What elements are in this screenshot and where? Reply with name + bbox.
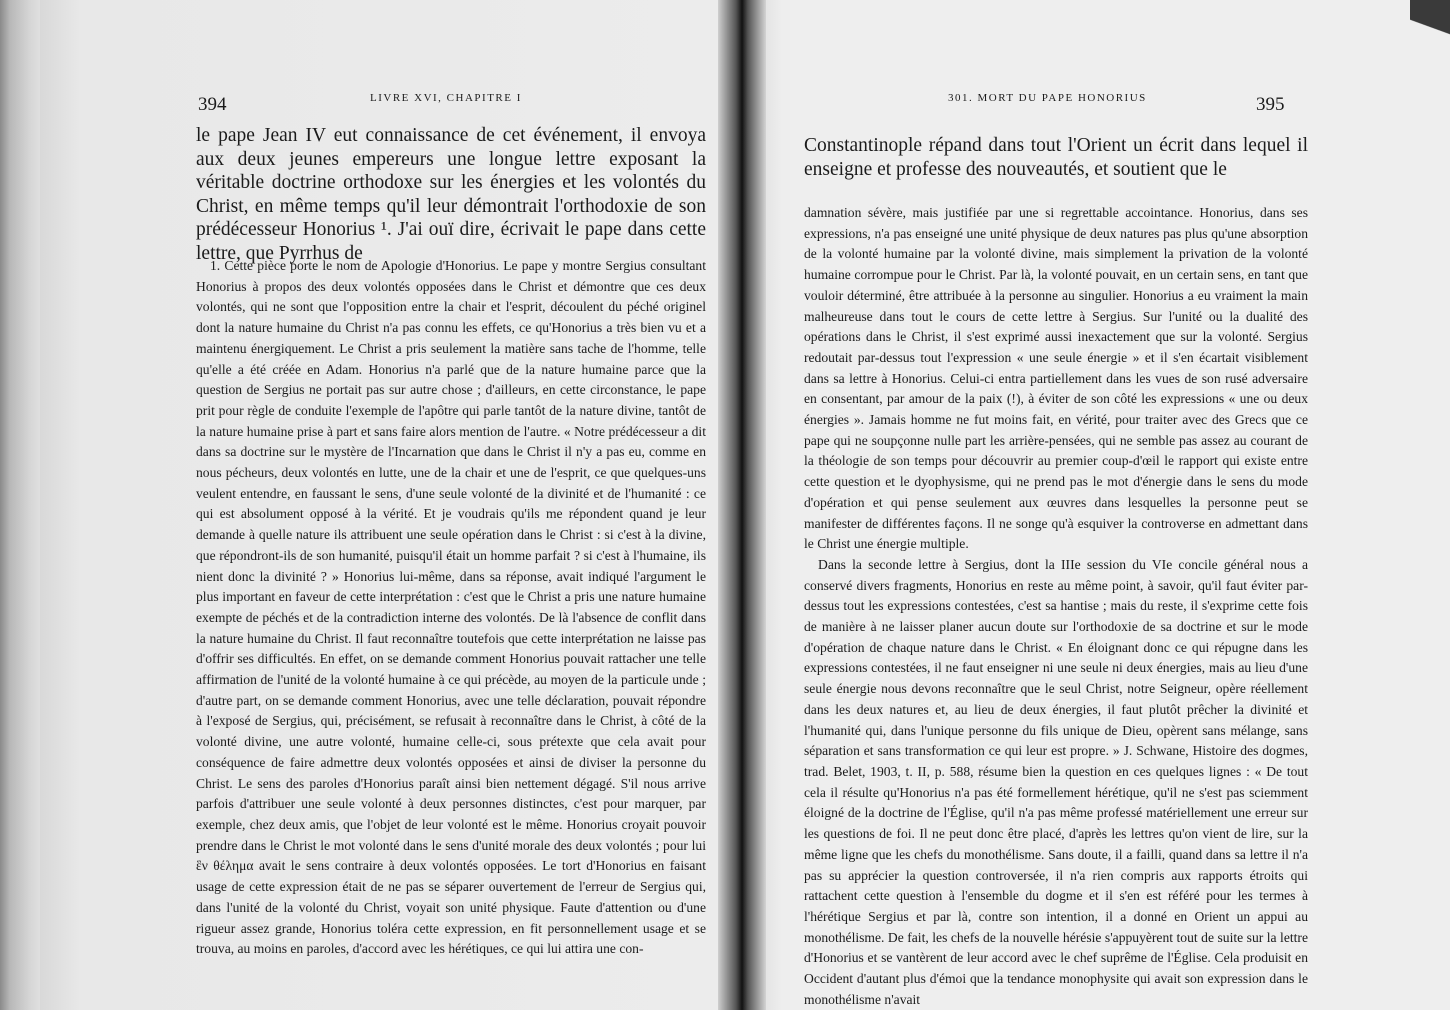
right-footnote [804,203,1308,1010]
right-footnote-paragraph-1: damnation sévère, mais justifiée par une si regrettable accointance. Honorius, dans ses expressions, n'a pas enseigné une unité physique de deux natures pas plus qu'une absorption de la volonté humaine par la volonté divine, mais simplement la privation de la volonté humaine corrompue pour le Christ. Par là, la volonté pouvait, en un certain sens, en tant que vouloir déterminé, être attribuée à la personne au singulier. Honorius a eu vraiment la main malheureuse dans tout le cours de cette lettre à Sergius. Sur l'unité ou la dualité des opérations dans le Christ, il s'est exprimé aussi inexactement que sur la volonté. Sergius redoutait par-dessus tout l'expression « une seule énergie » et il s'en écartait visiblement dans sa lettre à Honorius. Celui-ci entra partiellement dans les vues de son rusé adversaire en consentant, par amour de la paix (!), à éviter de son côté les expressions « une ou deux énergies ». Jamais homme ne fut moins fait, en vérité, pour traiter avec des Grecs que ce pape qui ne soupçonne nulle part les arrière-pensées, qui ne semble pas assez au courant de la théologie de son temps pour découvrir au premier coup-d'œil le rapport qui existe entre cette question et le dyophysisme, qui ne prend pas le mot d'énergie dans le sens du mode d'opération et qui pense seulement aux œuvres dans lesquelles la personne peut se manifester de différentes façons. Il ne songe qu'à esquiver la controverse en admettant dans le Christ une énergie multiple. [804,205,1308,552]
left-page [40,0,730,1010]
scan-corner-shadow [1410,0,1450,70]
right-body-text: Constantinople répand dans tout l'Orient un écrit dans lequel il enseigne et professe des nouveautés, et soutient que le [804,135,1308,180]
left-footnote: 1. Cette pièce porte le nom de Apologie d'Honorius. Le pape y montre Sergius consultant Honorius à propos des deux volontés opposées dans le Christ et démontre que ces deux volontés, qui ne sont que l'opposition entre la chair et l'esprit, découlent du péché originel dont la nature humaine du Christ n'a pas connu les effets, ce qu'Honorius a très bien vu et a maintenu énergiquement. Le Christ a pris seulement la matière sans tache de l'homme, telle qu'elle a été créée en Adam. Honorius n'a parlé que de la nature humaine parce que la question de Sergius ne portait pas sur autre chose ; d'ailleurs, en cette circonstance, le pape prit pour règle de conduite l'exemple de l'apôtre qui parle tantôt de la nature divine, tantôt de la nature humaine prise à part et sans faire alors mention de l'autre. « Notre prédécesseur a dit dans sa doctrine sur le mystère de l'Incarnation que dans le Christ il n'y a pas eu, comme en nous pécheurs, deux volontés en lutte, une de la chair et une de l'esprit, ce que quelques-uns veulent entendre, en faussant le sens, d'une seule volonté de la divinité et de l'humanité : ce qui est absolument opposé à la vérité. Et je voudrais qu'ils me répondent quand je leur demande à quelle nature ils attribuent une seule opération dans le Christ : si c'est à la divine, que répondront-ils de son humanité, puisqu'il était un homme parfait ? si c'est à l'humaine, ils nient donc la divinité ? » Honorius lui-même, dans sa réponse, avait indiqué l'argument le plus important en faveur de cette interprétation : c'est que le Christ a pris une nature humaine exempte de péchés et de la contradiction interne des volontés. De là l'absence de conflit dans la nature humaine du Christ. Il faut reconnaître toutefois que cette interprétation ne laisse pas d'offrir ses difficultés. En effet, on se demande comment Honorius pouvait rattacher une telle affirmation de l'unité de la volonté humaine à ce qui précède, au moyen de la particule unde ; d'autre part, on se demande comment Honorius, avec une telle déclaration, pouvait répondre à l'exposé de Sergius, qui, précisément, se refusait à reconnaître dans le Christ, à côté de la volonté divine, une autre volonté, humaine celle-ci, sous prétexte que cela avait pour conséquence de faire admettre deux volontés opposées et ainsi de diviser la personne du Christ. Le sens des paroles d'Honorius paraît ainsi bien nettement dégagé. S'il nous arrive parfois d'attribuer une seule volonté à deux personnes distinctes, c'est pour marquer, par exemple, chez deux amis, que l'objet de leur volonté est le même. Honorius croyait pouvoir prendre dans le Christ le mot volonté dans le sens d'unité morale des deux volontés ; pour lui ἓν θέλημα avait le sens contraire à deux volontés opposées. Le tort d'Honorius en faisant usage de cette expression était de ne pas se séparer ouvertement de l'erreur de Sergius qui, dans l'unité de la volonté du Christ, voyait son unité physique. Faute d'attention ou d'une rigueur assez grande, Honorius toléra cette expression, en fit personnellement usage et se trouva, au moins en paroles, d'accord avec les hérétiques, ce qui lui attira une con- [196,258,706,957]
book-gutter [718,0,766,1010]
right-page-number: 395 [1256,94,1285,115]
left-body-text: le pape Jean IV eut connaissance de cet événement, il envoya aux deux jeunes empereurs une longue lettre exposant la véritable doctrine orthodoxe sur les énergies et les volontés du Christ, en même temps qu'il leur démontrait l'orthodoxie de son prédécesseur Honorius ¹. J'ai ouï dire, écrivait le pape dans cette lettre, que Pyrrhus de [196,125,706,264]
right-footnote-paragraph-2: Dans la seconde lettre à Sergius, dont la IIIe session du VIe concile général nous a conservé divers fragments, Honorius en reste au même point, à savoir, qu'il faut éviter par-dessus tout les expressions contestées, c'est sa hantise ; mais du reste, il s'exprime cette fois de manière à ne laisser planer aucun doute sur l'orthodoxie de sa doctrine et sur le mode d'opération de chaque nature dans le Christ. « En éloignant donc ce qui répugne dans les expressions contestées, il ne faut enseigner ni une seule ni deux énergies, mais au lieu d'une seule énergie nous devons reconnaître que le seul Christ, notre Seigneur, opère réellement dans les deux natures et, au lieu de deux énergies, il faut plutôt prêcher la divinité et l'humanité qui, dans l'unique personne du fils unique de Dieu, opèrent sans mélange, sans séparation et sans transformation ce qui leur est propre. » J. Schwane, Histoire des dogmes, trad. Belet, 1903, t. II, p. 588, résume bien la question en ces quelques lignes : « De tout cela il résulte qu'Honorius n'a pas été formellement hérétique, qu'il ne s'est pas sciemment éloigné de la doctrine de l'Église, qu'il n'a pas même professé matériellement une erreur sur les questions de foi. Il ne peut donc être placé, d'après les lettres qu'on vient de lire, sur la même ligne que les chefs du monothélisme. Sans doute, il a failli, quand dans sa lettre il n'a pas su apprécier la question controversée, il n'a rien compris aux rapports étroits qui rattachent cette question à l'ensemble du dogme et il s'en est référé pour les termes à l'hérétique Sergius et par là, contre son intention, il a donné en Orient un appui au monothélisme. De fait, les chefs de la nouvelle hérésie s'appuyèrent tout de suite sur la lettre d'Honorius et se vantèrent de leur accord avec le chef suprême de l'Église. Cela produisit en Occident d'autant plus d'émoi que la tendance monophysite qui avait son expression dans le monothélisme n'avait [804,556,1308,1007]
left-running-head: LIVRE XVI, CHAPITRE I [370,92,522,104]
right-running-head: 301. MORT DU PAPE HONORIUS [948,92,1147,104]
right-page [752,0,1450,1010]
left-page-number: 394 [198,94,227,115]
